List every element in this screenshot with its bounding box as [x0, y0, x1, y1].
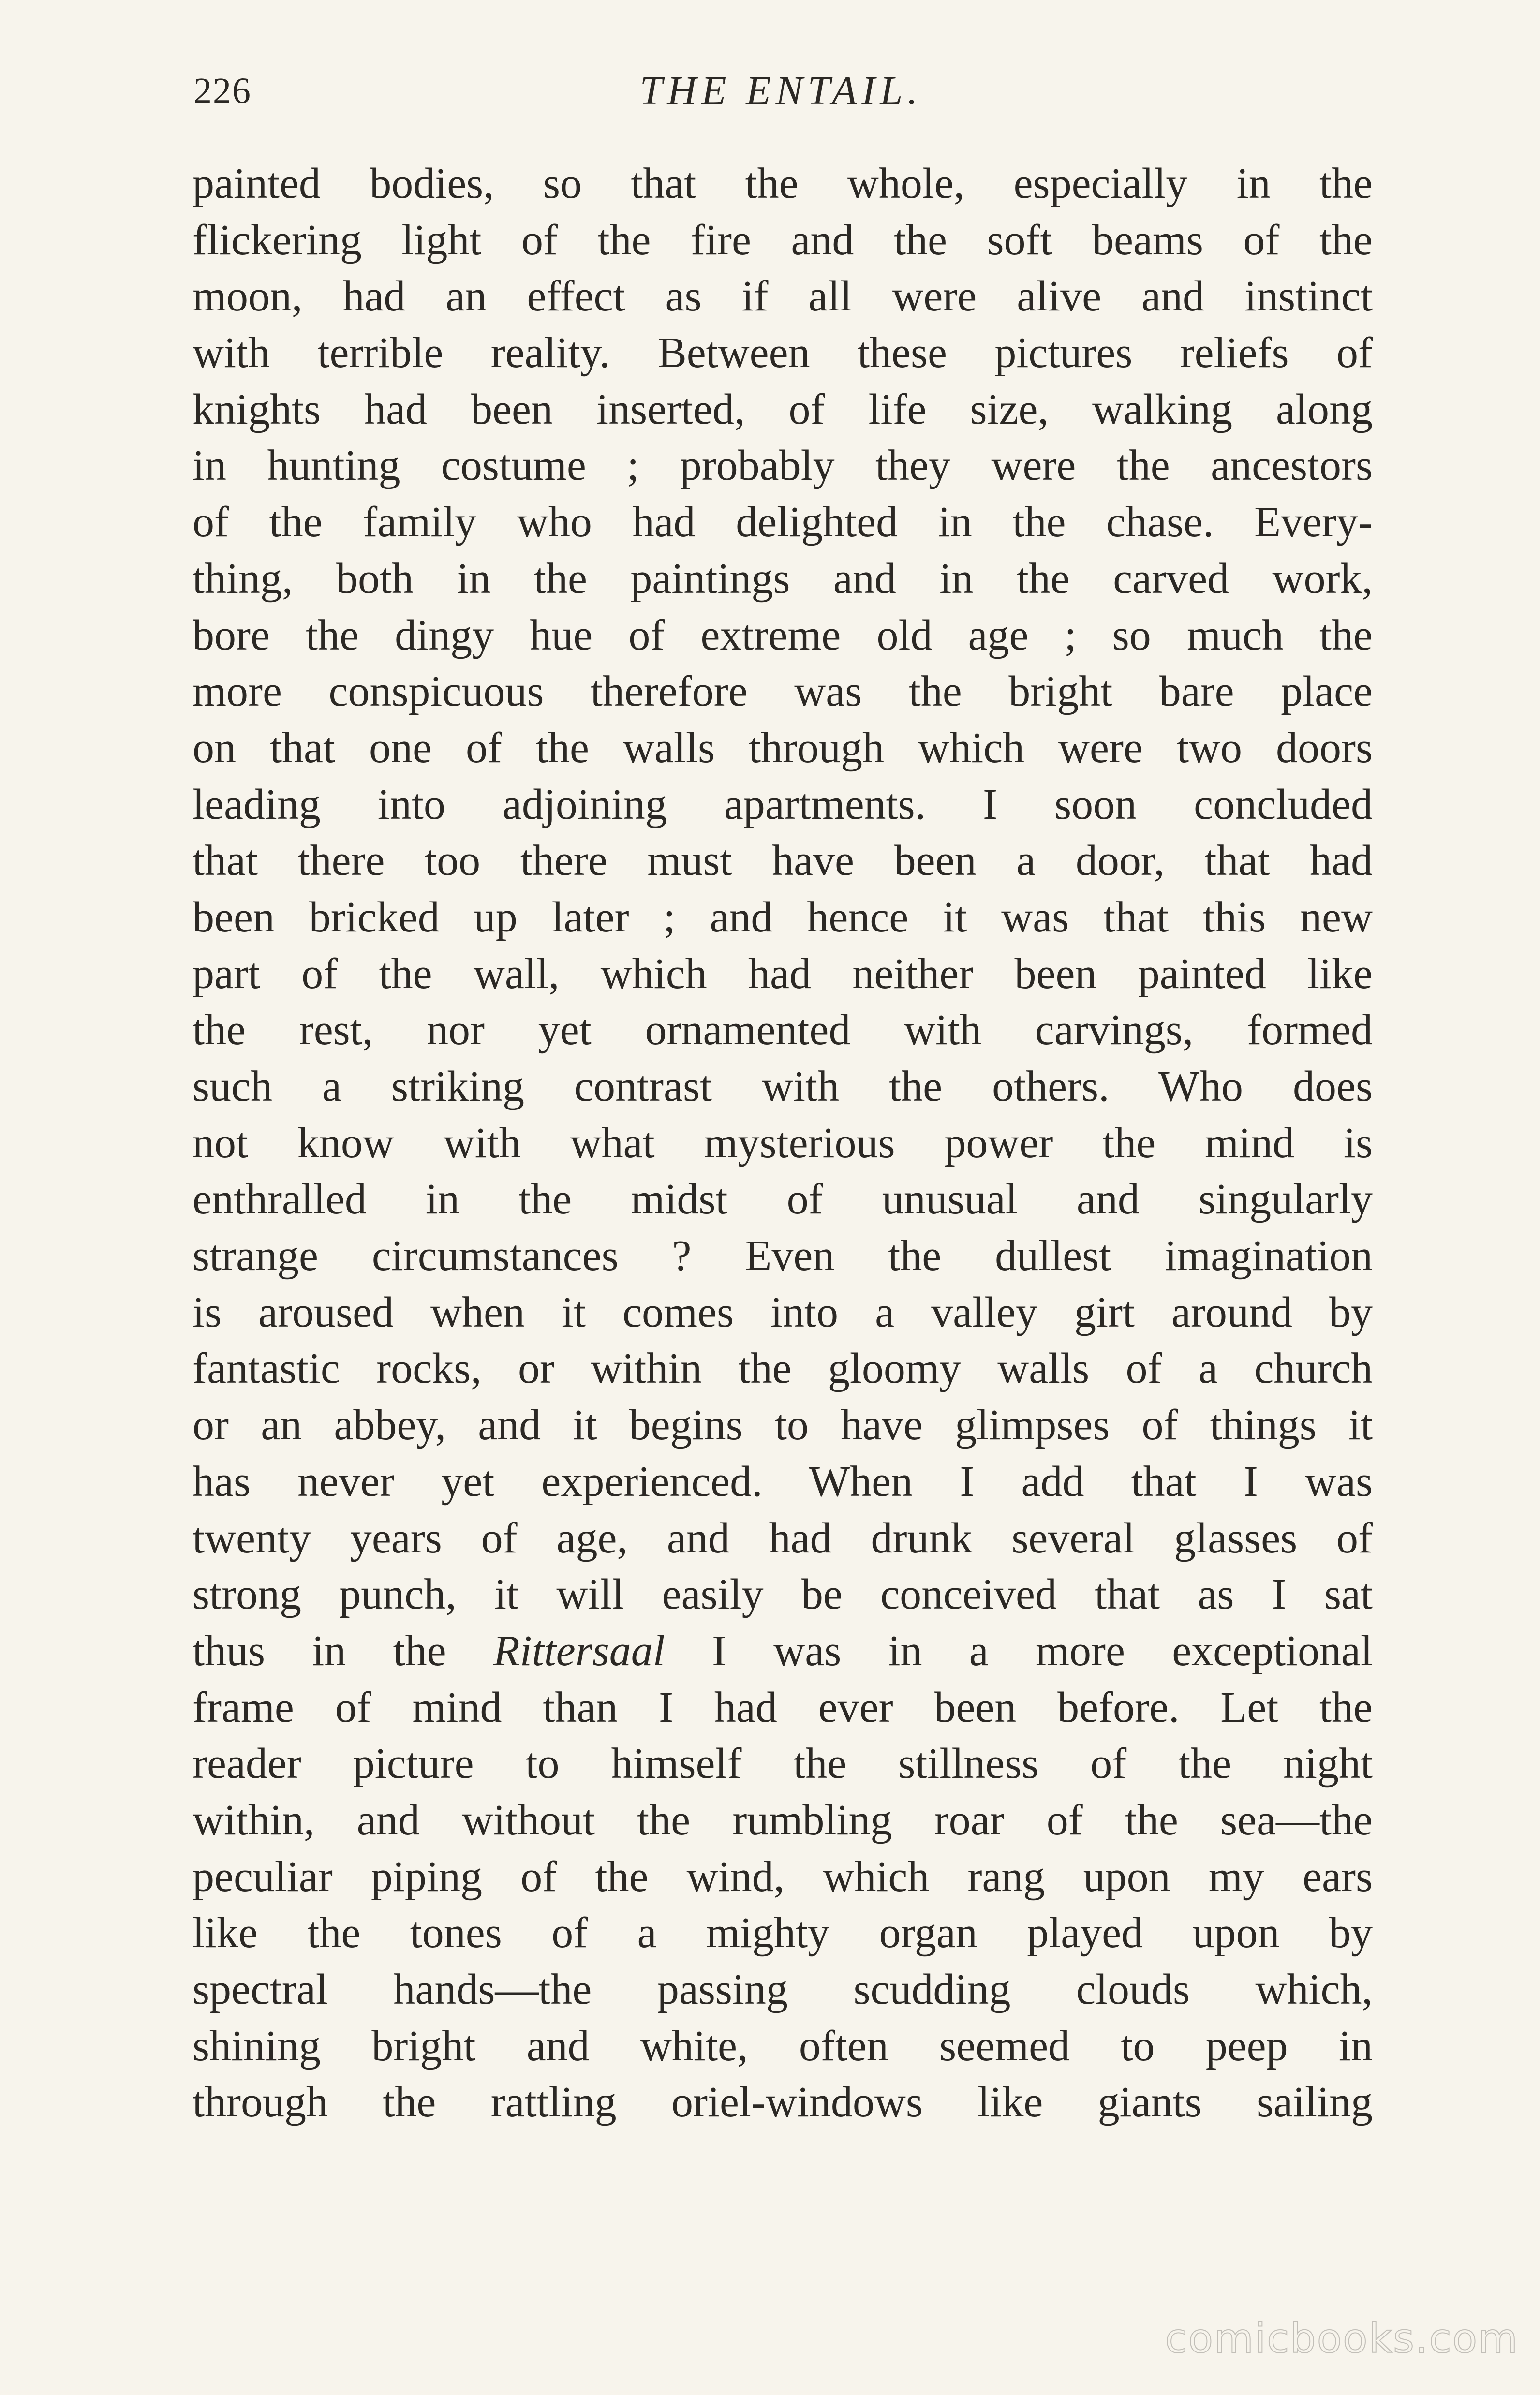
text-line: frame of mind than I had ever been before. Let the — [192, 1683, 1373, 1731]
text-line: leading into adjoining apartments. I soon concluded — [192, 780, 1373, 828]
text-line: through the rattling oriel-windows like giants sailing — [192, 2078, 1373, 2127]
page-number: 226 — [193, 71, 252, 111]
text-line: spectral hands—the passing scudding clouds which, — [192, 1966, 1373, 2013]
text-line: that there too there must have been a door, that had — [192, 837, 1373, 885]
text-fragment: thus in the — [192, 1626, 493, 1675]
text-line: not know with what mysterious power the mind is — [192, 1119, 1373, 1167]
text-fragment: I was in a more exceptional — [665, 1626, 1373, 1675]
italic-term: Rittersaal — [493, 1626, 665, 1675]
text-line: knights had been inserted, of life size, walking along — [192, 385, 1373, 433]
text-line: strange circumstances ? Even the dullest imagination — [192, 1232, 1373, 1280]
text-line: shining bright and white, often seemed to peep in — [192, 2022, 1373, 2070]
text-line: peculiar piping of the wind, which rang upon my ears — [192, 1852, 1373, 1901]
text-line: been bricked up later ; and hence it was that this new — [192, 893, 1373, 941]
text-line: on that one of the walls through which were two doors — [192, 724, 1373, 772]
text-line: moon, had an effect as if all were alive and instinct — [192, 272, 1373, 321]
text-line: within, and without the rumbling roar of the sea—the — [192, 1796, 1373, 1844]
text-line: flickering light of the fire and the soft beams of the — [192, 216, 1373, 264]
text-line: reader picture to himself the stillness of the night — [192, 1740, 1373, 1788]
text-line: has never yet experienced. When I add that I was — [192, 1457, 1373, 1506]
text-line: with terrible reality. Between these pictures reliefs of — [192, 329, 1373, 377]
text-line: is aroused when it comes into a valley girt around by — [192, 1288, 1373, 1336]
text-line: painted bodies, so that the whole, especially in the — [192, 160, 1373, 207]
text-line: enthralled in the midst of unusual and singularly — [192, 1175, 1373, 1224]
text-line: in hunting costume ; probably they were the ancestors — [192, 442, 1373, 490]
watermark: comicbooks.com — [1165, 2315, 1519, 2362]
text-line: twenty years of age, and had drunk several glasses of — [192, 1514, 1373, 1562]
text-line: thing, both in the paintings and in the carved work, — [192, 554, 1373, 603]
text-line: the rest, nor yet ornamented with carvings, formed — [192, 1006, 1373, 1054]
running-head — [193, 62, 1369, 120]
text-line: more conspicuous therefore was the bright bare place — [192, 667, 1373, 716]
body-text — [192, 156, 1373, 2131]
text-line: such a striking contrast with the others. Who does — [192, 1063, 1373, 1110]
text-line: like the tones of a mighty organ played upon by — [192, 1909, 1373, 1957]
text-line: bore the dingy hue of extreme old age ; so much the — [192, 611, 1373, 659]
text-line: part of the wall, which had neither been painted like — [192, 949, 1373, 998]
text-line: fantastic rocks, or within the gloomy walls of a church — [192, 1345, 1373, 1393]
text-line: of the family who had delighted in the chase. Every- — [192, 498, 1373, 547]
text-line-with-italic — [192, 1623, 1373, 1680]
running-title: THE ENTAIL. — [639, 68, 923, 113]
text-line: or an abbey, and it begins to have glimpses of things it — [192, 1401, 1373, 1449]
text-line: strong punch, it will easily be conceived that as I sat — [192, 1570, 1373, 1619]
